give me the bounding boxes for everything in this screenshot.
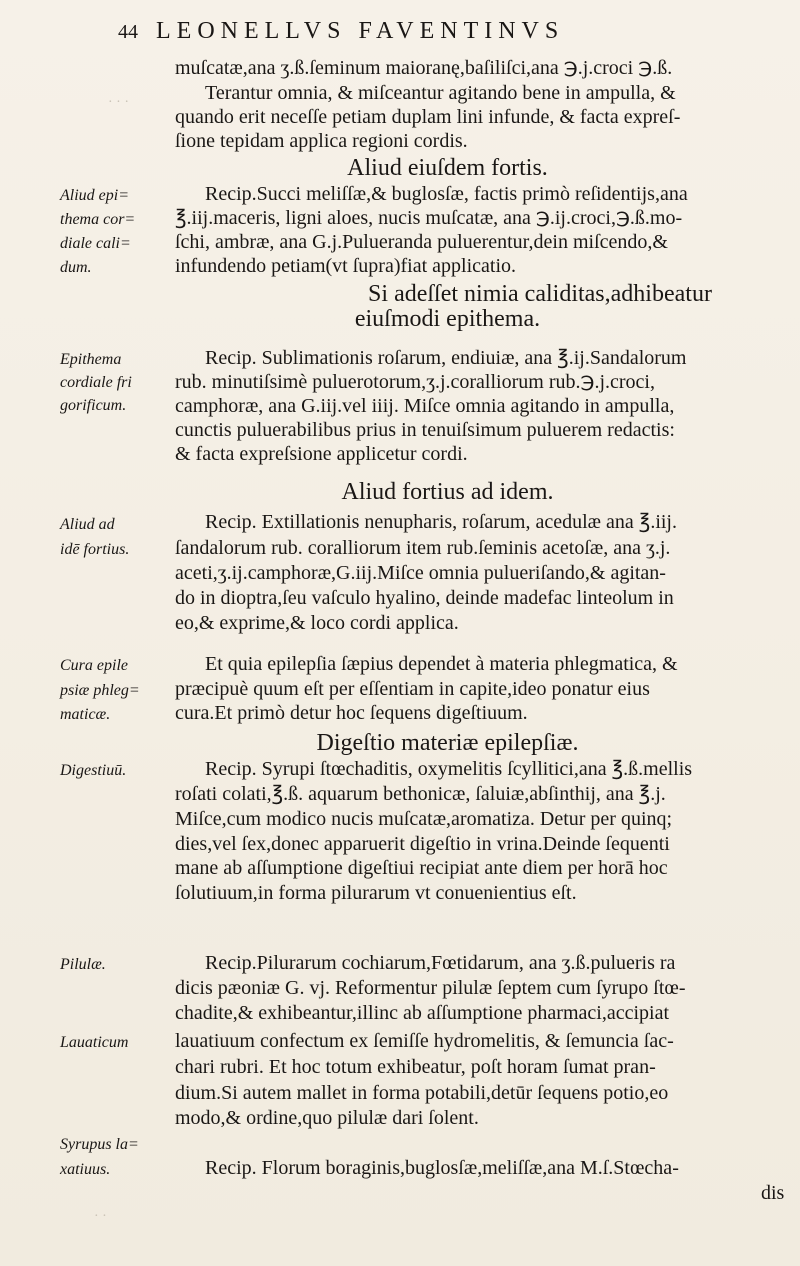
margin-note: Syrupus la= xyxy=(60,1136,139,1153)
text-line: & facta expreſsione applicetur cordi. xyxy=(175,443,468,465)
margin-note: maticæ. xyxy=(60,706,111,723)
margin-note: diale cali= xyxy=(60,235,131,252)
text-line: lauatiuum confectum ex ſemiſſe hydromelitis, & ſemuncia ſac- xyxy=(175,1030,674,1052)
text-line: Terantur omnia, & miſceantur agitando bene in ampulla, & xyxy=(205,82,676,104)
page-number: 44 xyxy=(118,21,138,43)
text-line: Miſce,cum modico nucis muſcatæ,aromatiza. Detur per quinq; xyxy=(175,808,673,830)
section-heading: Si adeſſet nimia caliditas,adhibeatur xyxy=(368,281,712,307)
text-line: roſati colati,℥.ß. aquarum bethonicæ, ſaluiæ,abſinthij, ana ℥.j. xyxy=(175,783,666,805)
text-line: rub. minutiſsimè puluerotorum,ʒ.j.coralliorum rub.℈.j.croci, xyxy=(175,371,655,393)
margin-note: Cura epile xyxy=(60,657,128,674)
text-line: Et quia epilepſia ſæpius dependet à materia phlegmatica, & xyxy=(205,653,678,675)
text-line: præcipuè quum eſt per eſſentiam in capite,ideo ponatur eius xyxy=(175,678,650,700)
text-line: chadite,& exhibeantur,illinc ab aſſumptione pharmaci,accipiat xyxy=(175,1002,670,1024)
text-line: dicis pæoniæ G. vj. Reformentur pilulæ ſeptem cum ſyrupo ſtœ- xyxy=(175,977,686,999)
margin-note: gorificum. xyxy=(60,397,127,414)
margin-note: Epithema xyxy=(60,351,122,368)
section-heading: Digeſtio materiæ epilepſiæ. xyxy=(316,730,579,756)
text-line: dium.Si autem mallet in forma potabili,detūr ſequens potio,eo xyxy=(175,1082,669,1104)
text-line: mane ab aſſumptione digeſtiui recipiat ante diem per horā hoc xyxy=(175,857,668,879)
text-line: ſandalorum rub. coralliorum item rub.ſeminis acetoſæ, ana ʒ.j. xyxy=(175,537,671,559)
text-line: cura.Et primò detur hoc ſequens digeſtiuum. xyxy=(175,702,528,724)
section-heading: Aliud eiuſdem fortis. xyxy=(347,155,548,181)
text-line: ℥.iij.maceris, ligni aloes, nucis muſcatæ, ana ℈.ij.croci,℈.ß.mo- xyxy=(175,207,683,229)
text-line: Recip. Florum boraginis,buglosſæ,meliſſæ,ana M.ſ.Stœcha- xyxy=(205,1157,679,1179)
margin-note: Lauaticum xyxy=(60,1034,129,1051)
page-header xyxy=(118,18,738,44)
text-line: Recip.Succi meliſſæ,& buglosſæ, factis primò reſidentijs,ana xyxy=(205,183,688,205)
margin-note: Pilulæ. xyxy=(60,956,106,973)
margin-note: cordiale fri xyxy=(60,374,132,391)
text-line: Recip. Sublimationis roſarum, endiuiæ, ana ℥.ij.Sandalorum xyxy=(205,347,687,369)
margin-note: idē fortius. xyxy=(60,541,130,558)
text-line: quando erit neceſſe petiam duplam lini infunde, & facta expreſ- xyxy=(175,106,681,128)
text-line: ſione tepidam applica regioni cordis. xyxy=(175,130,468,152)
text-line: chari rubri. Et hoc totum exhibeatur, poſt horam ſumat pran- xyxy=(175,1056,656,1078)
margin-note: xatiuus. xyxy=(60,1161,111,1178)
section-heading: eiuſmodi epithema. xyxy=(354,306,541,332)
text-line: cunctis puluerabilibus prius in tenuiſsimum puluerem redactis: xyxy=(175,419,675,441)
text-line: infundendo petiam(vt ſupra)fiat applicatio. xyxy=(175,255,516,277)
faint-mark-top: · · · xyxy=(108,95,129,110)
margin-note: Digestiuū. xyxy=(60,762,127,779)
text-line: Recip.Pilurarum cochiarum,Fœtidarum, ana ʒ.ß.pulueris ra xyxy=(205,952,676,974)
margin-note: Aliud ad xyxy=(60,516,115,533)
text-line: dies,vel ſex,donec apparuerit digeſtio in vrina.Deinde ſequenti xyxy=(175,833,670,855)
margin-note: Aliud epi= xyxy=(60,187,130,204)
faint-mark-bottom: · · xyxy=(94,1209,107,1224)
text-line: ſolutiuum,in forma pilurarum vt conuenientius eſt. xyxy=(175,882,577,904)
text-line: Recip. Syrupi ſtœchaditis, oxymelitis ſcyllitici,ana ℥.ß.mellis xyxy=(205,758,693,780)
margin-note: dum. xyxy=(60,259,92,276)
section-heading: Aliud fortius ad idem. xyxy=(341,479,554,505)
text-line: ſchi, ambræ, ana G.j.Pulueranda puluerentur,dein miſcendo,& xyxy=(175,231,668,253)
text-line: Recip. Extillationis nenupharis, roſarum, acedulæ ana ℥.iij. xyxy=(205,511,677,533)
text-line: muſcatæ,ana ʒ.ß.ſeminum maioranę,baſiliſci,ana ℈.j.croci ℈.ß. xyxy=(175,57,673,79)
margin-note: thema cor= xyxy=(60,211,136,228)
text-line: aceti,ʒ.ij.camphoræ,G.iij.Miſce omnia pulueriſando,& agitan- xyxy=(175,562,666,584)
catchword: dis xyxy=(761,1182,785,1204)
text-line: eo,& exprime,& loco cordi applica. xyxy=(175,612,459,634)
running-head: LEONELLVS FAVENTINVS xyxy=(156,18,565,44)
text-line: camphoræ, ana G.iij.vel iiij. Miſce omnia agitando in ampulla, xyxy=(175,395,675,417)
margin-note: psiæ phleg= xyxy=(60,682,140,699)
text-line: modo,& ordine,quo pilulæ dari ſolent. xyxy=(175,1107,479,1129)
text-line: do in dioptra,ſeu vaſculo hyalino, deinde madefac linteolum in xyxy=(175,587,674,609)
